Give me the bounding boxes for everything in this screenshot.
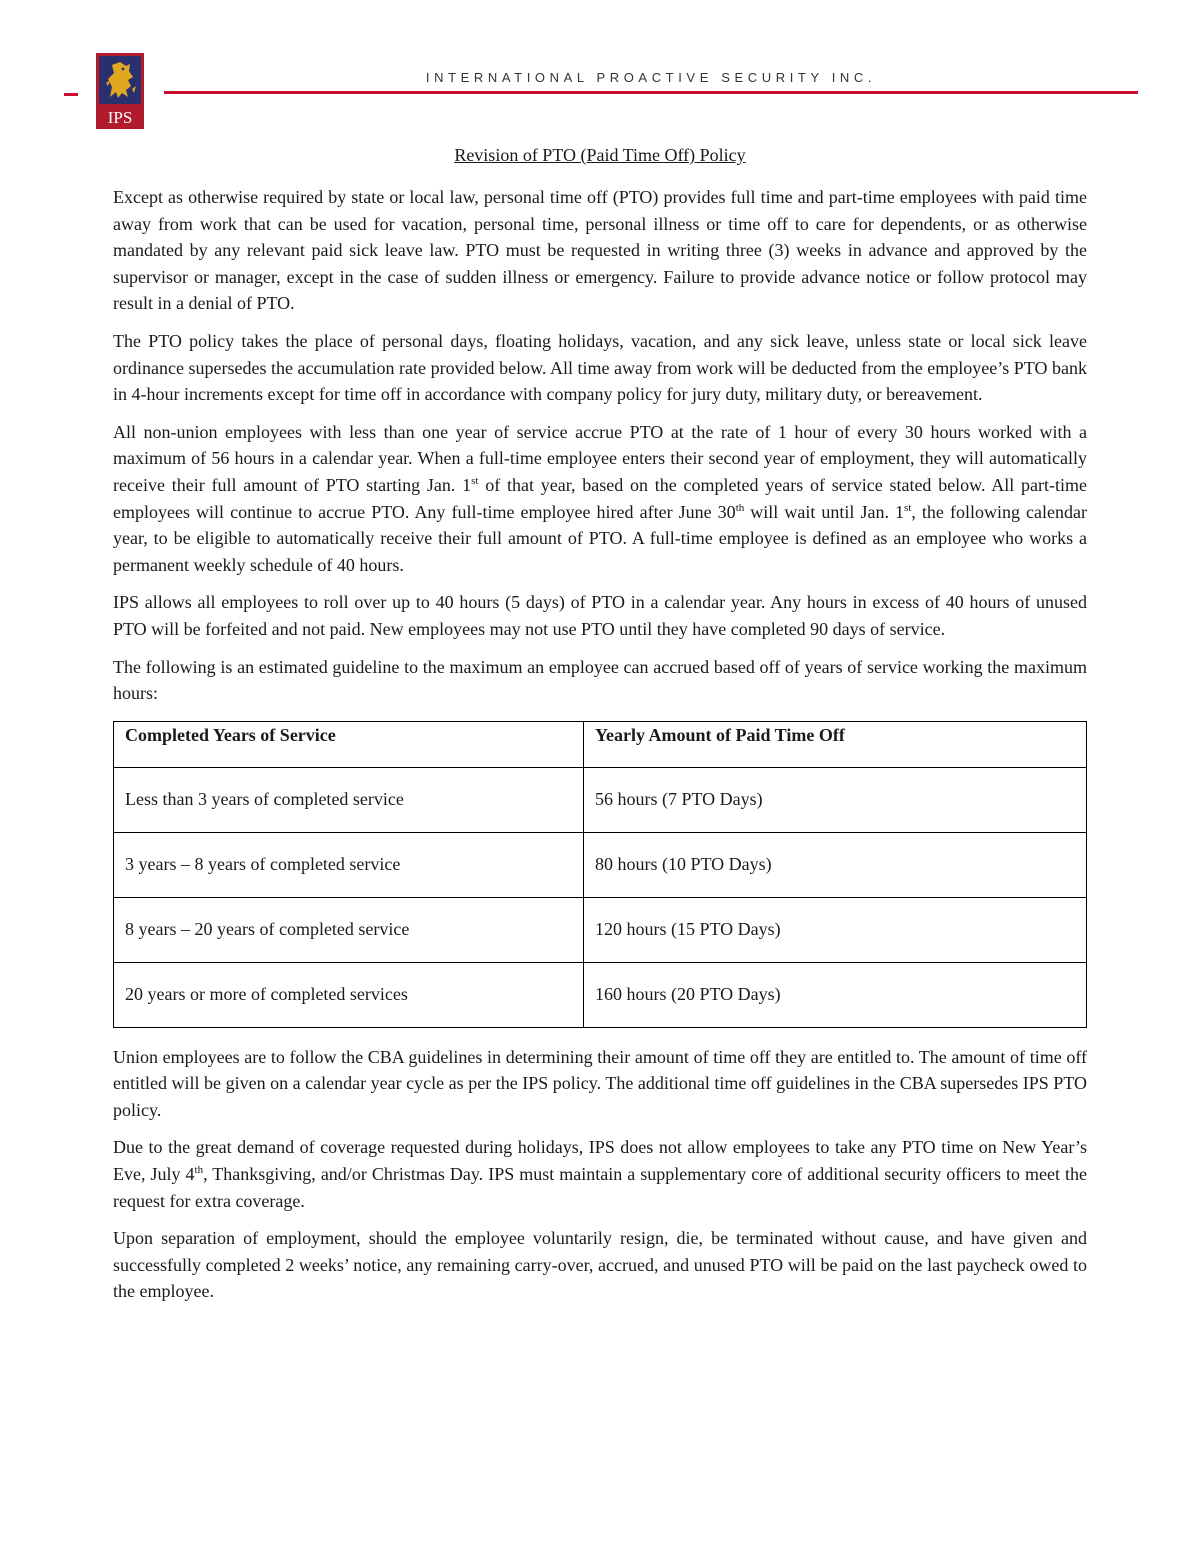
table-row: [114, 962, 1087, 1027]
company-name: INTERNATIONAL PROACTIVE SECURITY INC.: [425, 70, 877, 85]
table-row: [114, 832, 1087, 897]
accrual-text-d: , the following calendar year, to be eligible to automatically receive their full amount of PTO. A full-time employee is defined as an employee who works a permanent weekly schedule of 40 hours.: [113, 501, 1087, 575]
paragraph-guideline-intro: The following is an estimated guideline to the maximum an employee can accrued based off of years of service working the maximum hours:: [113, 656, 1087, 704]
lion-crest-icon: [96, 53, 144, 129]
table-cell-years: 8 years – 20 years of completed service: [114, 897, 584, 962]
accrual-text-c: will wait until Jan. 1: [744, 501, 905, 522]
document-body: [113, 143, 1087, 1316]
holidays-text-a: Due to the great demand of coverage requested during holidays, IPS does not allow employees to take any PTO time on New Year’s Eve, July 4: [113, 1137, 1087, 1185]
paragraph-rollover: IPS allows all employees to roll over up to 40 hours (5 days) of PTO in a calendar year. Any hours in excess of 40 hours of unused PTO will be forfeited and not paid. New employees may not use PTO until they have completed 90 days of service.: [113, 592, 1087, 639]
document-title: Revision of PTO (Paid Time Off) Policy: [454, 145, 746, 165]
ordinal-suffix: th: [194, 1164, 204, 1177]
ordinal-suffix: th: [735, 501, 745, 514]
letterhead: [0, 0, 1200, 140]
paragraph-holidays: [113, 1134, 1087, 1214]
table-cell-pto: 80 hours (10 PTO Days): [584, 832, 1087, 897]
table-cell-years: Less than 3 years of completed service: [114, 767, 584, 832]
pto-schedule-table: [113, 721, 1087, 1028]
table-row: [114, 767, 1087, 832]
ordinal-suffix: st: [471, 474, 479, 487]
table-cell-pto: 56 hours (7 PTO Days): [584, 767, 1087, 832]
table-cell-pto: 120 hours (15 PTO Days): [584, 897, 1087, 962]
table-cell-pto: 160 hours (20 PTO Days): [584, 962, 1087, 1027]
paragraph-pto-replacement: The PTO policy takes the place of personal days, floating holidays, vacation, and any sick leave, unless state or local sick leave ordinance supersedes the accumulation rate provided below. All time away from work will be deducted from the employee’s PTO bank in 4-hour increments except for time off in accordance with company policy for jury duty, military duty, or bereavement.: [113, 330, 1087, 405]
accrual-text-b: of that year, based on the completed years of service stated below. All part-time employees will continue to accrue PTO. Any full-time employee hired after June 30: [113, 474, 1088, 522]
table-row: [114, 897, 1087, 962]
paragraph-separation: Upon separation of employment, should the employee voluntarily resign, die, be terminated without cause, and have given and successfully completed 2 weeks’ notice, any remaining carry-over, accrued, and unused PTO will be paid on the last paycheck owed to the employee.: [113, 1228, 1087, 1302]
ordinal-suffix: st: [904, 501, 912, 514]
header-rule-left: [64, 93, 78, 96]
logo-text: IPS: [107, 108, 133, 127]
accrual-text-a: All non-union employees with less than one year of service accrue PTO at the rate of 1 hour of every 30 hours worked with a maximum of 56 hours in a calendar year. When a full-time employee enters their second year of employment, they will automatically receive their full amount of PTO starting Jan. 1: [113, 421, 1087, 495]
table-header-years: Completed Years of Service: [114, 721, 584, 767]
header-rule: [164, 91, 1138, 94]
table-header-pto: Yearly Amount of Paid Time Off: [584, 721, 1087, 767]
holidays-text-b: , Thanksgiving, and/or Christmas Day. IPS must maintain a supplementary core of additional security officers to meet the request for extra coverage.: [113, 1164, 1087, 1211]
paragraph-pto-overview: Except as otherwise required by state or local law, personal time off (PTO) provides full time and part-time employees with paid time away from work that can be used for vacation, personal time, personal illness or time off to care for dependents, or as otherwise mandated by any relevant paid sick leave law. PTO must be requested in writing three (3) weeks in advance and approved by the supervisor or manager, except in the case of sudden illness or emergency. Failure to provide advance notice or follow protocol may result in a denial of PTO.: [113, 187, 1087, 314]
company-logo: [96, 53, 144, 129]
paragraph-union: Union employees are to follow the CBA guidelines in determining their amount of time off they are entitled to. The amount of time off entitled will be given on a calendar year cycle as per the IPS policy. The additional time off guidelines in the CBA supersedes IPS PTO policy.: [113, 1046, 1087, 1120]
table-cell-years: 20 years or more of completed services: [114, 962, 584, 1027]
table-cell-years: 3 years – 8 years of completed service: [114, 832, 584, 897]
table-header-row: [114, 721, 1087, 767]
paragraph-accrual: [113, 419, 1087, 579]
